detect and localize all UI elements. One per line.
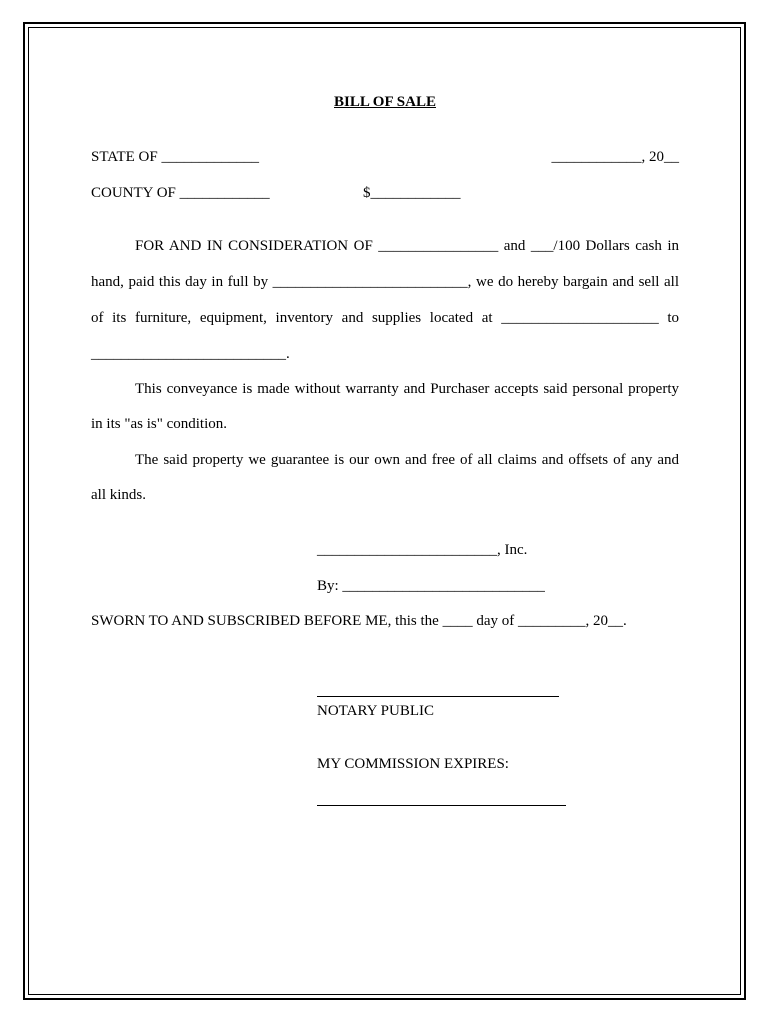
notary-public-label: NOTARY PUBLIC [317, 703, 435, 719]
state-line: STATE OF _____________ [91, 149, 259, 165]
consideration-paragraph-line-1: FOR AND IN CONSIDERATION OF ________________ and ___/100 Dollars cash in [135, 238, 679, 254]
page-border-inner [28, 27, 741, 995]
guarantee-paragraph-line-1: The said property we guarantee is our own and free of all claims and offsets of any and [135, 452, 679, 468]
commission-expires-rule [317, 805, 566, 806]
notary-signature-rule [317, 696, 559, 697]
county-line: COUNTY OF ____________ [91, 185, 270, 201]
date-line: ____________, 20__ [551, 149, 679, 165]
document-title: BILL OF SALE [334, 94, 436, 110]
conveyance-paragraph-line-2: in its "as is" condition. [91, 416, 227, 432]
consideration-paragraph-line-4: __________________________. [91, 346, 290, 362]
conveyance-paragraph-line-1: This conveyance is made without warranty and Purchaser accepts said personal property [135, 381, 679, 397]
amount-line: $____________ [363, 185, 461, 201]
guarantee-paragraph-line-2: all kinds. [91, 487, 146, 503]
by-signature-line: By: ___________________________ [317, 578, 545, 594]
commission-expires-label: MY COMMISSION EXPIRES: [317, 756, 509, 772]
sworn-statement: SWORN TO AND SUBSCRIBED BEFORE ME, this the ____ day of _________, 20__. [91, 613, 627, 629]
consideration-paragraph-line-3: of its furniture, equipment, inventory and supplies located at _____________________ to [91, 310, 679, 326]
company-signature-line: ________________________, Inc. [317, 542, 528, 558]
consideration-paragraph-line-2: hand, paid this day in full by __________________________, we do hereby bargain and sell all [91, 274, 679, 290]
